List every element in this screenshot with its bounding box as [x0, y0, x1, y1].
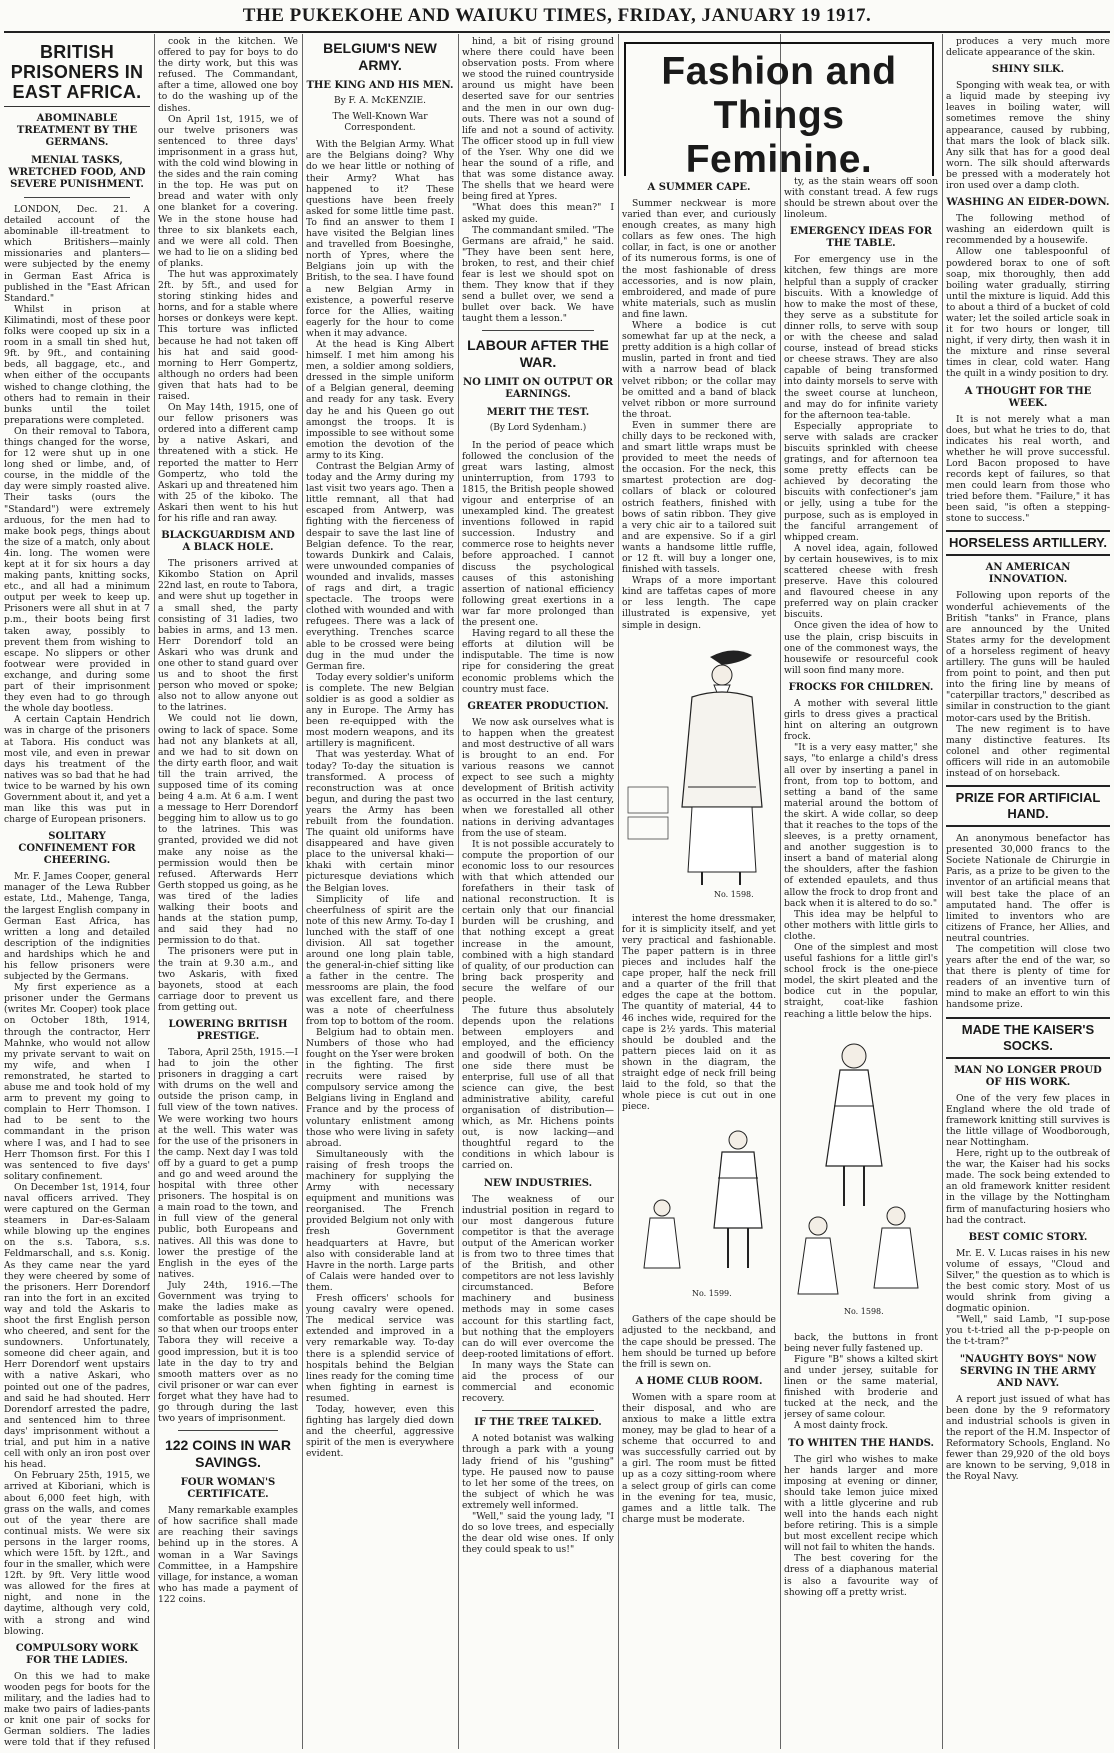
subheading: GREATER PRODUCTION.	[467, 700, 609, 712]
fashion-title-line-2: Feminine.	[685, 138, 873, 176]
paragraph: In many ways the State can aid the process of our commercial and economic recovery.	[462, 1359, 614, 1405]
subheading: BLACKGUARDISM AND A BLACK HOLE.	[161, 530, 295, 554]
headline-kaisers-socks: MADE THE KAISER'S SOCKS.	[946, 1017, 1110, 1059]
subheading: ABOMINABLE TREATMENT BY THE GERMANS.	[16, 113, 138, 148]
subheading: BEST COMIC STORY.	[968, 1231, 1088, 1243]
paragraph: On April 1st, 1915, we of our twelve prisoners was sentenced to three days' imprisonment in a grass hut, with the cold wind blowing in the sides and the rain coming in the top. He was put on bread and water with only one blanket for a covering. We in the stone house had three to six blankets each, and we were all cold. Then we had to lie on a sliding bed of planks.	[158, 113, 298, 269]
column-rule	[458, 34, 459, 1749]
subheading: FOUR WOMAN'S CERTIFICATE.	[180, 1477, 276, 1501]
paragraph: "Well," said the young lady, "I do so love trees, and especially the dear old wise ones. If only they could speak to us!"	[462, 1510, 614, 1556]
paragraph: Gathers of the cape should be adjusted to the neckband, and the cape should be pressed. The hem should be turned up before the frill is sewn on.	[622, 1314, 776, 1370]
paragraph: On December 1st, 1914, four naval officers arrived. They were captured on the German steamers in Dar-es-Salaam while blowing up the engines on the s.s. Tabora, s.s. Feldmarschall, and s.s. Konig. As they came near the yard they were cheered by some of the prisoners. Herr Dorendorf ran into the fort in an excited way and told the Askaris to shoot the first English person who cheered, and sent for the sundowners. Unfortunately, someone did cheer again, and Herr Dorendorf went upstairs with a native Askari, who pointed out one of the padres, and said he had shouted. Herr Dorendorf arrested the padre, and sentenced him to three days' imprisonment without a trial, and put him in a native cell with only an iron post over his head.	[4, 1181, 150, 1471]
subheading: EMERGENCY IDEAS FOR THE TABLE.	[789, 226, 933, 250]
paragraph: interest the home dressmaker, for it is simplicity itself, and yet very practical and fashionable. The paper pattern is in three pieces and includes half the cape proper, half the neck frill and a quarter of the frill that edges the cape at the bottom. The quantity of material, 44 to 46 inches wide, required for the cape is 2½ yards. This material should be doubled and the pattern pieces laid on it as shown in the diagram, the straight edge of neck frill being laid to the fold, so that the whole piece is cut out in one piece.	[622, 912, 776, 1113]
paragraph: LONDON, Dec. 21. A detailed account of the abominable ill-treatment to which Britishers—mainly missionaries and planters—were subjected by the enemy in German East Africa is published in the "East African Standard."	[4, 204, 150, 304]
paragraph: A most dainty frock.	[794, 1420, 889, 1432]
paragraph: Whilst in prison at Kilimatindi, most of these poor folks were cooped up six in a room in a small tin shed hut, 9ft. by 9ft., and containing beds, all baggage, etc., and when either of the occupants wished to change clothing, the others had to remain in their bunks until the toilet preparations were completed.	[4, 303, 150, 426]
figure-caption: No. 1598.	[844, 1306, 884, 1316]
headline-belgium: BELGIUM'S NEW ARMY.	[323, 40, 437, 73]
paragraph: "What does this mean?" I asked my guide.	[462, 202, 614, 225]
paragraph: Belgium had to obtain men. Numbers of those who had fought on the Yser were broken in the fighting. The first recruits were raised by compulsory service among the Belgians living in England and France and by the process of voluntary enlistment among those who were living in safety abroad.	[306, 1026, 454, 1149]
child-frock-figure	[622, 1118, 776, 1298]
column-rule	[780, 34, 781, 1749]
subheading: "NAUGHTY BOYS" NOW SERVING IN THE ARMY AND NAVY.	[959, 1353, 1097, 1389]
paragraph: A certain Captain Hendrich was in charge of the prisoners at Tabora. His conduct was most vile, and even in prewar days his treatment of the natives was so bad that he had twice to be warned by his own Government about it, and yet a man like this was put in charge of European prisoners.	[4, 714, 150, 826]
paragraph: One of the simplest and most useful fashions for a little girl's school frock is the one-piece model, the skirt pleated and the bodice cut in the popular, straight, coat-like fashion reaching a little below the hips.	[784, 942, 938, 1020]
masthead-rule	[4, 31, 1110, 33]
figure-caption: No. 1598.	[714, 889, 754, 899]
byline: The Well-Known War Correspondent.	[332, 112, 428, 134]
cape-illustration	[622, 637, 776, 907]
subheading: FROCKS FOR CHILDREN.	[788, 681, 934, 693]
subheading: WASHING AN EIDER-DOWN.	[946, 197, 1110, 209]
paragraph: ty, as the stain wears off soon with constant tread. A few rugs should be strewn about over the linoleum.	[784, 176, 938, 221]
masthead: THE PUKEKOHE AND WAIUKU TIMES, FRIDAY, JANUARY 19 1917.	[242, 5, 872, 26]
paragraph: It is not merely what a man does, but what he tries to do, that indicates his real worth, and whether he will prove successful. Lord Bacon proposed to have records kept of failures, so that men could learn from those who tried before them. "Failure," it has been said, "is often a stepping-stone to success."	[946, 413, 1110, 525]
paragraph: "Well," said Lamb, "I sup-pose you t-t-tried all the p-p-people on the t-t-tram?"	[946, 1314, 1110, 1348]
paragraph: July 24th, 1916.—The Government was trying to make the ladies make as comfortable as possible now, so that when our troops enter Tabora they will receive a good impression, but it is too late in the day to try and smooth matters over as no civil prisoner or war can ever forget what they have had to go through during the last two years of imprisonment.	[158, 1279, 298, 1425]
paragraph: Wraps of a more important kind are taffetas capes of more or less length. The cape illustrated is expensive, yet simple in design.	[622, 575, 776, 631]
subheading: A SUMMER CAPE.	[647, 182, 751, 193]
subheading: MERIT THE TEST.	[486, 407, 590, 419]
paragraph: Simplicity of life and cheerfulness of spirit are the note of this new Army. To-day I lunched with the staff of one division. All sat together around one long plain table, the general-in-chief sitting like a father in the centre. The messrooms are plain, the food was excellent fare, and there was a note of cheerfulness from top to bottom of the room.	[306, 893, 454, 1027]
divider	[482, 330, 594, 331]
paragraph: Especially appropriate to serve with salads are cracker biscuits sprinkled with cheese gratings, and for afternoon tea some pretty effects can be achieved by decorating the biscuits with confectioner's jam or jelly, using a tube for the purpose, such as is employed in the fanciful arrangement of whipped cream.	[784, 420, 938, 543]
fashion-header	[620, 36, 938, 176]
subheading: SOLITARY CONFINEMENT FOR CHEERING.	[18, 831, 136, 867]
paragraph: hind, a bit of rising ground where there could have been observation posts. From where we stood the ruined countryside around us might have been deserted save for our sentries and the men in our own dug-outs. There was not a sound of life and not a sound of activity. The officer stood up in full view of the Yser. Why one did we hear the sound of a rifle, and that was some distance away. The shells that we heard were being fired at Ypres.	[462, 36, 614, 203]
column-rule	[618, 34, 619, 1749]
paragraph: Once given the idea of how to use the plain, crisp biscuits in one of the commonest ways, the housewife or resourceful cook will soon find many more.	[784, 620, 938, 676]
subheading: A HOME CLUB ROOM.	[635, 1375, 763, 1387]
paragraph: The girl who wishes to make her hands larger and more imposing at evening or dinner, should take lemon juice mixed with a little glycerine and rub well into the hands each night before retiring. This is a simple but most excellent recipe which will not fail to whiten the hands.	[784, 1453, 938, 1554]
paragraph: Mr. E. V. Lucas raises in his new volume of essays, "Cloud and Silver," the question as to which is the best comic story. Most of us would shrink from giving a dogmatic opinion.	[946, 1247, 1110, 1315]
paragraph: On February 25th, 1915, we arrived at Kiboriani, which is about 6,000 feet high, with grass on the walls, and comes out of the year there are continual mists. We were six persons in the larger rooms, which were 15ft. by 12ft., and four in the smaller, which were 12ft. by 9ft. Very little wood was allowed for the fires at night, and none in the daytime, although very cold, with a strong and wind blowing.	[4, 1470, 150, 1637]
paragraph: Contrast the Belgian Army of today and the Army during my last visit two years ago. Then a little remnant, all that had escaped from Antwerp, was fighting with the fierceness of despair to save the last line of Belgian defence. To the rear, towards Dunkirk and Calais, were unwounded companies of wounded and invalids, masses of rags and dirt, a tragic spectacle. The troops were clothed with wounded and with refugees. There was a lack of everything. Trenches scarce able to be crossed were being dug in the mud under the German fire.	[306, 461, 454, 672]
children-illustration	[622, 1118, 776, 1308]
figure-caption: No. 1599.	[692, 1289, 732, 1299]
paragraph: The new regiment is to have many distinctive features. Its colonel and other regimental officers will ride in an automobile instead of on horseback.	[946, 723, 1110, 779]
subheading: TO WHITEN THE HANDS.	[787, 1437, 935, 1449]
headline-labour: LABOUR AFTER THE WAR.	[467, 337, 609, 371]
girls-frocks-illustration	[784, 1026, 938, 1326]
divider	[24, 197, 130, 198]
paragraph: The competition will close two years after the end of the war, so that there is plenty of time for readers of an inventive turn of mind to make an effort to win this handsome prize.	[946, 944, 1110, 1011]
column-rule	[302, 34, 303, 1749]
paragraph: On their removal to Tabora, things changed for the worse, for 12 were shut up in one long shed or limbe, and, of course, in the middle of the day were simply roasted alive. Their tasks (ours the "Standard") were extremely arduous, for the men had to make book pegs, things about the size of a match, only about 4in. long. The women were kept at it for six hours a day making pants, knitting socks, etc., and all had a minimum output per week to keep up. Prisoners were all shut in at 7 p.m., their boots being first taken away, possibly to prevent them from wishing to escape. No slippers or other footwear were provided in exchange, and during some part of their imprisonment they even had to go through the whole day bootless.	[4, 425, 150, 715]
paragraph: cook in the kitchen. We offered to pay for boys to do the dirty work, but this was refused. The Commandant, after a time, allowed one boy to do the washing up of the dishes.	[158, 36, 298, 114]
paragraph: Simultaneously with the raising of fresh troops the machinery for supplying the Army with necessary equipment and munitions was reorganised. The French provided Belgium not only with fresh Government headquarters at Havre, but also with considerable land at Havre in the north. Large parts of Calais were handed over to them.	[306, 1148, 454, 1293]
column-5	[622, 176, 776, 1748]
paragraph: That was yesterday. What of today? To-day the situation is transformed. A process of reconstruction was at once begun, and during the past two years the Army has been rebuilt from the foundation. The quaint old uniforms have disappeared and have given place to the universal khaki—khaki with certain minor picturesque deviations which the Belgian loves.	[306, 749, 454, 894]
paragraph: Where a bodice is cut somewhat far up at the neck, a pretty addition is a high collar of muslin, parted in front and tied with a narrow bead of black velvet ribbon; or the collar may be omitted and a band of black velvet ribbon or more surround the throat.	[622, 320, 776, 420]
paragraph: This idea may be helpful to other mothers with little girls to clothe.	[784, 908, 938, 942]
fashion-title-line-1: Fashion and Things	[661, 50, 897, 137]
headline-coins: 122 COINS IN WAR SAVINGS.	[164, 1437, 292, 1471]
subheading: AN AMERICAN INNOVATION.	[985, 562, 1071, 586]
paragraph: Tabora, April 25th, 1915.—I had to join the other prisoners in dragging a cart with drums on the well and outside the prison camp, in full view of the town natives. We were working two hours at the well. This water was for the use of the prisoners in the camp. Next day I was told off by a guard to get a pump and go and weed around the hospital with three other prisoners. The hospital is on a main road to the town, and in full view of the general public, both Europeans and natives. All this was done to lower the prestige of the English in the eyes of the natives.	[158, 1046, 298, 1280]
subheading: A THOUGHT FOR THE WEEK.	[964, 385, 1092, 409]
paragraph: The prisoners were put in the train at 9.30 a.m., and two Askaris, with fixed bayonets, stood at each carriage door to prevent us from getting out.	[158, 946, 298, 1013]
subheading: THE KING AND HIS MEN.	[306, 80, 454, 91]
paragraph: At the head is King Albert himself. I met him among his men, a soldier among soldiers, dressed in the simple uniform of a Belgian general, deeming and ready for any task. Every day he and his Queen go out amongst the troops. It is impossible to see without some emotion the devotion of the army to its King.	[306, 338, 454, 461]
paragraph: A novel idea, again, followed by certain housewives, is to mix scattered cheese with fresh preserve. Have this coloured and flavoured cheese in any preferred way on plain cracker biscuits.	[784, 542, 938, 621]
subheading: LOWERING BRITISH PRESTIGE.	[168, 1018, 288, 1042]
subheading: SHINY SILK.	[991, 64, 1065, 76]
paragraph: Summer neckwear is more varied than ever, and curiously enough creates, as many high collars as few ones. The high collar, in fact, is one or another of its numerous forms, is one of the most fashionable of dress accessories, and is now plain, embroidered, and made of pure white materials, such as muslin and fine lawn.	[622, 198, 776, 320]
column-rule	[942, 34, 943, 1749]
paragraph: A noted botanist was walking through a park with a young lady friend of his "gushing" type. He paused now to pause to let her some of the trees, on the subject of which he was extremely well informed.	[462, 1433, 614, 1511]
column-7	[946, 36, 1110, 1748]
paragraph: On May 14th, 1915, one of our fellow prisoners was ordered into a different camp by a native Askari, and threatened with a stick. He reported the matter to Herr Gompertz, who told the Askari up and threatened him with 25 of the kiboko. The Askari then went to his hut for his rifle and ran away.	[158, 402, 298, 525]
subheading: IF THE TREE TALKED.	[474, 1417, 602, 1429]
subheading: COMPULSORY WORK FOR THE LADIES.	[15, 1642, 139, 1666]
paragraph: My first experience as a prisoner under the Germans (writes Mr. Cooper) took place on October 18th, 1914, through the contractor, Herr Mahnke, who would not allow my private servant to wait on my wife, and when I remonstrated, he started to abuse me and took hold of my arm to prevent my going to complain to Herr Thomson. I had to be sent to the commandant in the prison where I was, and I had to see Herr Thomson first. For this I was sentenced to five days' solitary confinement.	[4, 982, 150, 1182]
paragraph: Even in summer there are chilly days to be reckoned with, and smart little wraps must be provided to meet the needs of the occasion. For the neck, this smartest protection are dog-collars of black or coloured ostrich feathers, finished with bows of satin ribbon. They give a very chic air to a tailored suit and are expensive. So if a girl wants a handsome little ruffle, or 12 ft. will buy a longer one, finished with tassels.	[622, 419, 776, 576]
paragraph: The future thus absolutely depends upon the relations between employers and employed, and the efficiency and goodwill of both. On the one side there must be enterprise, full use of all that science can give, the best administrative ability, careful organisation of distribution—which, as Mr. Hichens points out, is now lacking—and thoughtful regard to the conditions in which labour is carried on.	[462, 1005, 614, 1172]
headline-horseless-artillery: HORSELESS ARTILLERY.	[946, 530, 1110, 556]
column-2	[158, 36, 298, 1748]
subheading: NEW INDUSTRIES.	[483, 1177, 593, 1189]
paragraph: It is not possible accurately to compute the proportion of our economic loss to our resources with that which attended our forefathers in their task of national reconstruction. It is certain only that our financial burden will be crushing, and that nothing except a great increase in the amount, combined with a high standard of quality, of our production can bring back prosperity and secure the welfare of our people.	[462, 838, 614, 1006]
subheading: MAN NO LONGER PROUD OF HIS WORK.	[954, 1064, 1102, 1088]
paragraph: A report just issued of what has been done by the 9 reformatory and industrial schools is given in the report of the H.M. Inspector of Reformatory Schools, England. No fewer than 29,920 of the old boys are known to be serving, 9,018 in the Royal Navy.	[946, 1393, 1110, 1483]
paragraph: Having regard to all these the efforts at dilution will be indisputable. The time is now ripe for considering the great economic problems which the country must face.	[462, 628, 614, 695]
paragraph: In the period of peace which followed the conclusion of the great wars lasting, almost uninterruption, from 1793 to 1815, the British people showed vigour and enterprise of an unexampled kind. The greatest inventions followed in rapid succession. Industry and commerce rose to heights never before approached. I cannot discuss the psychological causes of this astonishing assertion of national efficiency following great exertions in a war far more prolonged than the present one.	[462, 439, 614, 629]
subheading: MENIAL TASKS, WRETCHED FOOD, AND SEVERE PUNISHMENT.	[8, 155, 146, 190]
paragraph: The commandant smiled. "The Germans are afraid," he said. "They have been sent here, broken, to rest, and their chief fear is lest we should spot on them. They know that if they send a bullet over, we send a bullet over back. We have taught them a lesson."	[462, 224, 614, 325]
paragraph: The following method of washing an eiderdown quilt is recommended by a housewife.	[946, 213, 1110, 247]
paragraph: Here, right up to the outbreak of the war, the Kaiser had his socks made. The sock being extended to an old framework knitter resident in the village by the Nottingham firm of manufacturing hosiers who had the contract.	[946, 1148, 1110, 1226]
column-4	[462, 36, 614, 1748]
paragraph: "It is a very easy matter," she says, "to enlarge a child's dress all over by inserting a panel in front, from top to bottom, and setting a band of the same material around the bottom of the skirt. A wide collar, so deep that it reaches to the tops of the sleeves, is a pretty ornament, and another suggestion is to insert a band of material along the shoulders, after the fashion of extended epaulets, and thus allow the frock to drop front and back when it is altered to do so."	[784, 742, 938, 909]
paragraph: The prisoners arrived at Kikombo Station on April 22nd last, en route to Tabora, and were shut up together in a small shed, the party consisting of 31 ladies, two babies in arms, and 13 men. Herr Dorendorf told an Askari who was drunk and one other to stand guard over us and to shoot the first person who moved or spoke; also not to allow anyone out to the latrines.	[158, 558, 298, 714]
divider	[178, 1430, 278, 1431]
paragraph: The hut was approximately 2ft. by 5ft., and used for storing stinking hides and horns, and for a stable where horses or donkeys were kept. This torture was inflicted because he had not taken off his hat and said good-morning to Herr Gompertz, although no orders had been given that hats had to be raised.	[158, 268, 298, 402]
paragraph: An anonymous benefactor has presented 30,000 francs to the Societe Nationale de Chirurgie in Paris, as a prize to be given to the inventor of an artificial means that will best take the place of an amputated hand. The offer is limited to inventors who are citizens of France, her Allies, and neutral countries.	[946, 833, 1110, 944]
paragraph: Fresh officers' schools for young cavalry were opened. The medical service was extended and improved in a very remarkable way. To-day there is a splendid service of hospitals behind the Belgian lines ready for the coming time when fighting in earnest is resumed.	[306, 1293, 454, 1404]
fashion-title-box	[624, 42, 934, 176]
paragraph: Allow one tablespoonful of powdered borax to one of soft soap, mix thoroughly, then add boiling water gradually, stirring until the mixture is liquid. Add this to about a third of a bucket of cold water; let the soiled article soak in it for two hours or longer, till night, if very dirty, then wash it in the mixture and rinse several times in clear, cold water. Hang the quilt in a windy position to dry.	[946, 246, 1110, 380]
divider	[482, 1410, 594, 1411]
paragraph: One of the very few places in England where the old trade of framework knitting still survives is the little village of Woodborough, near Nottingham.	[946, 1092, 1110, 1148]
paragraph: Many remarkable examples of how sacrifice shall made are reaching their savings behind up in the stores. A woman in a War Savings Committee, in a Hampshire village, for instance, a woman who has made a payment of 122 coins.	[158, 1505, 298, 1605]
column-6	[784, 176, 938, 1748]
paragraph: We now ask ourselves what is to happen when the greatest and most destructive of all wars is brought to an end. For various reasons we cannot expect to see such a mighty development of British activity as occurred in the last century, when we forestalled all other nations in deriving advantages from the use of steam.	[462, 716, 614, 839]
woman-in-cape-figure	[622, 637, 776, 897]
paragraph: Following upon reports of the wonderful achievements of the British "tanks" in France, plans are announced by the United States army for the development of a horseless regiment of heavy artillery. The guns will be hauled from point to point, and then put into the firing line by means of "caterpillar tractors," described as similar in construction to the giant motor-cars used by the British.	[946, 590, 1110, 724]
byline: (By Lord Sydenham.)	[489, 423, 587, 434]
girl-frock-figure	[784, 1026, 938, 1316]
headline-british-prisoners: BRITISH PRISONERS IN EAST AFRICA.	[4, 36, 150, 107]
byline: By F. A. McKENZIE.	[333, 96, 426, 106]
paragraph: Women with a spare room at their disposal, and who are anxious to make a little extra money, may be glad to hear of a scheme that occurred to and was successfully carried out by a girl. The room must be fitted up as a cozy sitting-room where a select group of girls can come in the evening for tea, music, games and a little talk. The charge must be moderate.	[622, 1391, 776, 1525]
paragraph: Sponging with weak tea, or with a liquid made by steeping ivy leaves in boiling water, will sometimes remove the shiny appearance, caused by rubbing, that mars the look of black silk. Any silk that has for a good deal worn. The silk should afterwards be pressed with a moderately hot iron used over a damp cloth.	[946, 80, 1110, 192]
paragraph: Today every soldier's uniform is complete. The new Belgian soldier is as good a soldier as any in Europe. The Army has been re-equipped with the most modern weapons, and its artillery is magnificent.	[306, 671, 454, 750]
paragraph: For emergency use in the kitchen, few things are more helpful than a supply of cracker biscuits. With a knowledge of how to make the most of these, they serve as a substitute for dinner rolls, to serve with soup or with the cheese and salad course, instead of bread sticks or cheese straws. They are also capable of being transformed into dainty morsels to serve with the sweet course at luncheon, and may do for infinite variety for the afternoon tea-table.	[784, 254, 938, 421]
paragraph: Today, however, even this fighting has largely died down and the cheerful, aggressive spirit of the men is everywhere evident.	[306, 1403, 454, 1460]
paragraph: A mother with several little girls to dress gives a practical hint on altering an outgrown frock.	[784, 697, 938, 743]
paragraph: Mr. F. James Cooper, general manager of the Lewa Rubber estate, Ltd., Mahenge, Tanga, the largest English company in German East Africa, has written a long and detailed description of the indignities and hardships which he and his fellow prisoners were subjected by the Germans.	[4, 871, 150, 983]
column-3	[306, 36, 454, 1748]
column-1	[4, 36, 150, 1748]
headline-prize-artificial-hand: PRIZE FOR ARTIFICIAL HAND.	[946, 785, 1110, 827]
paragraph: The best covering for the dress of a diaphanous material is also a favourite way of showing off a pretty wrist.	[784, 1553, 938, 1598]
paragraph: With the Belgian Army. What are the Belgians doing? Why do we hear little or nothing of their Army? What has happened to it? These questions have been freely asked for some little time past. To find an answer to them I have visited the Belgian lines and travelled from Boesinghe, north of Ypres, where the Belgians join up with the British, to the sea. I have found a new Belgian Army in existence, a powerful reserve force for the Allies, waiting eagerly for the hour to come when it may advance.	[306, 139, 454, 339]
paragraph: back, the buttons in front being never fully fastened up.	[784, 1331, 938, 1354]
paragraph: produces a very much more delicate appearance of the skin.	[946, 36, 1110, 59]
paragraph: The weakness of our industrial position in regard to our most dangerous future competitor is that the average output of the American worker is from two to three times that of the British, and other competitors are not less lavishly circumstanced. Before machinery and business methods may in some cases account for this startling fact, but nothing that the employers can do will ever overcome the deep-rooted limitations of effort.	[462, 1193, 614, 1360]
paragraph: We could not lie down, owing to lack of space. Some had not any blankets at all, and we had to sit down on the dirty earth floor, and wait till the train arrived, the supposed time of its coming being 4 a.m. At 6 a.m. I went a message to Herr Dorendorf begging him to allow us to go to the latrines. This was granted, provided we did not make any noise as the permission would then be refused. Afterwards Herr Gerth stopped us going, as he was tired of the ladies walking their boots and hands at the station pump, and said they had no permission to do that.	[158, 713, 298, 947]
paragraph: Figure "B" shows a kilted skirt and under jersey, suitable for linen or the same material, finished with broderie and tucked at the neck, and the jersey of same colour.	[784, 1353, 938, 1421]
paragraph: On this we had to make wooden pegs for boots for the military, and the ladies had to make two pairs of ladies-pants or knit one pair of socks for German soldiers. The ladies were told that if they refused	[4, 1670, 150, 1748]
column-rule	[154, 34, 155, 1749]
subheading: NO LIMIT ON OUTPUT OR EARNINGS.	[462, 377, 614, 401]
